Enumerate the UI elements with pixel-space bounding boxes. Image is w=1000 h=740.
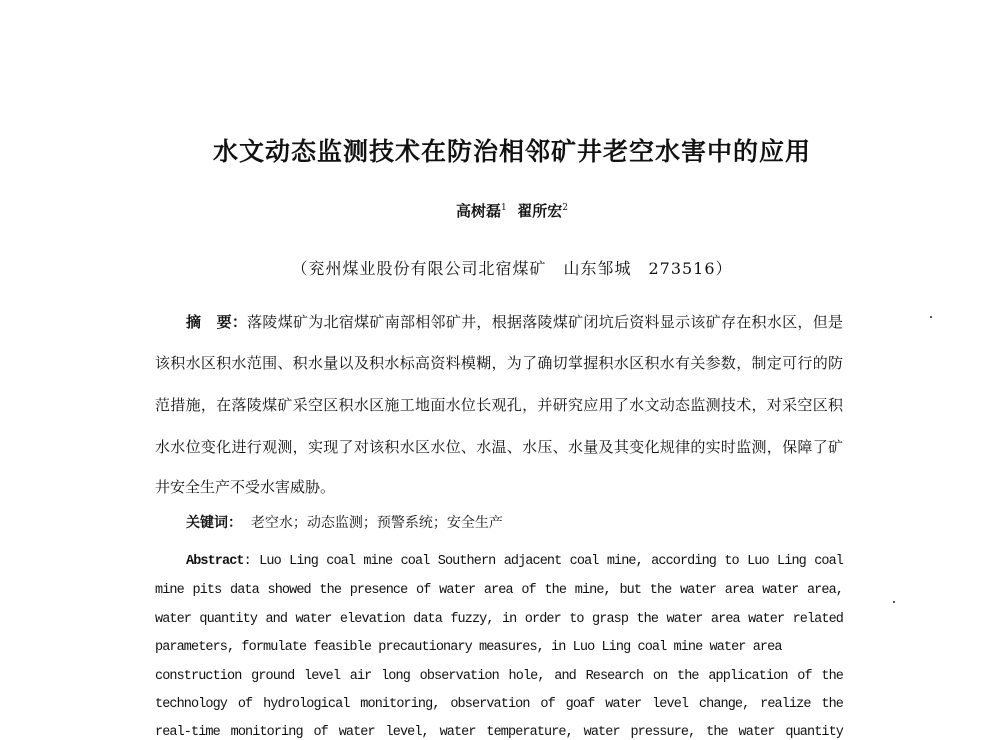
- abstract-en-line: parameters, formulate feasible precautionary measures, in Luo Ling coal mine water area: [155, 640, 782, 655]
- abstract-en-line: technology of hydrological monitoring, observation of goaf water level change, realize the: [155, 697, 843, 712]
- abstract-cn-line: 水水位变化进行观测，实现了对该积水区水位、水温、水压、水量及其变化规律的实时监测，保障了矿: [155, 438, 843, 456]
- affiliation: （兖州煤业股份有限公司北宿煤矿 山东邹城 273516）: [291, 259, 733, 278]
- author-name: 高树磊: [456, 202, 502, 220]
- abstract-en-line: mine pits data showed the presence of water area of the mine, but the water area water area,: [155, 583, 843, 598]
- abstract-en-line: construction ground level air long observation hole, and Research on the application of the: [155, 669, 843, 684]
- paper-title: 水文动态监测技术在防治相邻矿井老空水害中的应用: [212, 137, 811, 166]
- abstract-cn-line: 范措施，在落陵煤矿采空区积水区施工地面水位长观孔，并研究应用了水文动态监测技术，对采空区积: [155, 396, 843, 414]
- abstract-cn-label: 摘 要：: [186, 313, 248, 331]
- author-name: 翟所宏: [517, 202, 563, 220]
- abstract-en-line: [186, 554, 843, 569]
- keywords-label: 关键词：: [186, 515, 242, 531]
- scan-speck: [930, 316, 932, 318]
- abstract-en-line: water quantity and water elevation data fuzzy, in order to grasp the water area water related: [155, 612, 843, 627]
- abstract-cn-text: 落陵煤矿为北宿煤矿南部相邻矿井，根据落陵煤矿闭坑后资料显示该矿存在积水区，但是: [247, 313, 843, 331]
- abstract-cn-line: 井安全生产不受水害威胁。: [155, 478, 336, 496]
- abstract-cn-line: 该积水区积水范围、积水量以及积水标高资料模糊，为了确切掌握积水区积水有关参数，制定可行的防: [155, 354, 843, 372]
- scan-speck: [893, 601, 895, 603]
- abstract-en-text: : Luo Ling coal mine coal Southern adjacent coal mine, according to Luo Ling coal: [243, 554, 843, 569]
- keywords: [186, 512, 503, 532]
- abstract-en-line: real-time monitoring of water level, water temperature, water pressure, the water quantity: [155, 725, 843, 740]
- authors: [0, 200, 1000, 221]
- keywords-value: 老空水；动态监测；预警系统；安全生产: [250, 515, 503, 531]
- author-affiliation-mark: 1: [501, 203, 507, 213]
- abstract-cn-line: [186, 311, 843, 332]
- abstract-en-label: Abstract: [186, 554, 244, 569]
- author-affiliation-mark: 2: [562, 203, 568, 213]
